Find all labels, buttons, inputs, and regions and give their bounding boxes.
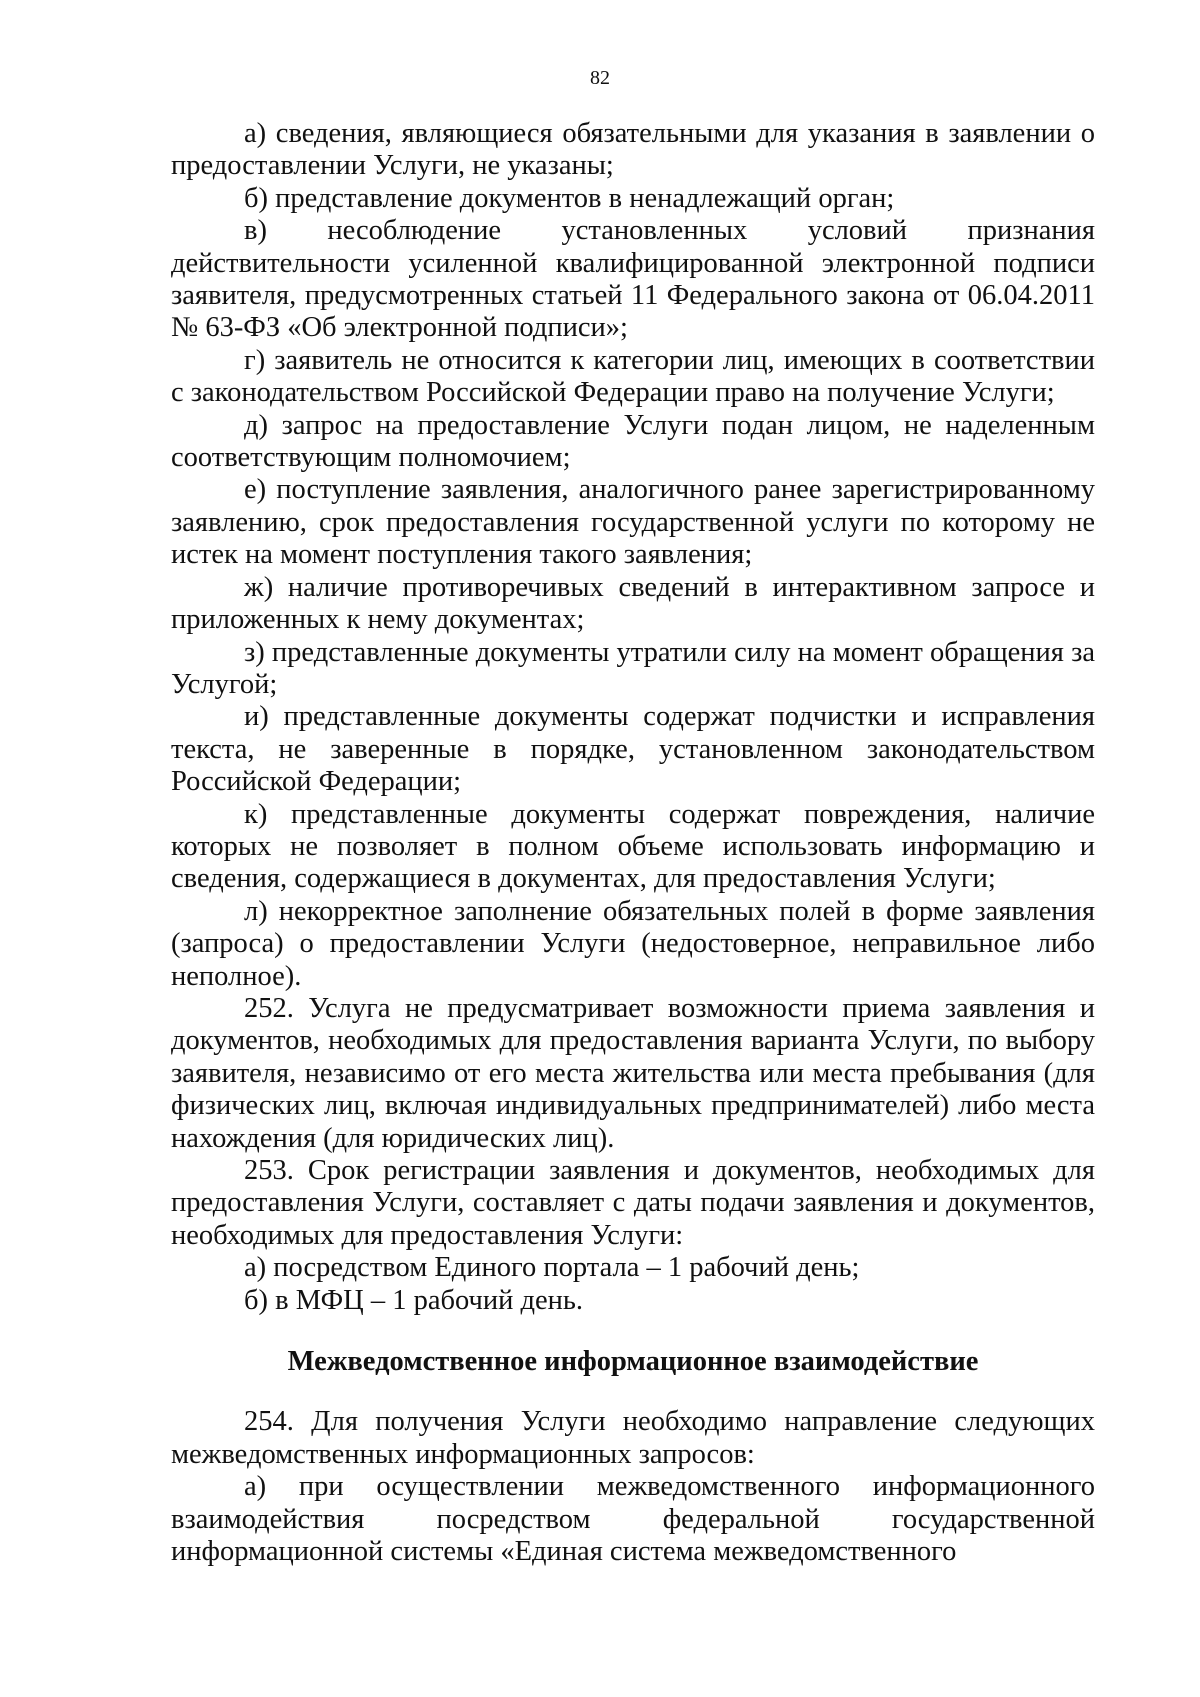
paragraph-d-no-authority: д) запрос на предоставление Услуги подан лицом, не наделенным соответствующим полномочием; [171, 409, 1095, 474]
paragraph-zh-contradictions: ж) наличие противоречивых сведений в интерактивном запросе и приложенных к нему документах; [171, 571, 1095, 636]
paragraph-g-applicant-category: г) заявитель не относится к категории лиц, имеющих в соответствии с законодательством Российской Федерации право на получение Услуги; [171, 344, 1095, 409]
paragraph-k-damage: к) представленные документы содержат повреждения, наличие которых не позволяет в полном объеме использовать информацию и сведения, содержащиеся в документах, для предоставления Услуги; [171, 798, 1095, 895]
paragraph-e-duplicate: е) поступление заявления, аналогичного ранее зарегистрированному заявлению, срок предоставления государственной услуги по которому не истек на момент поступления такого заявления; [171, 474, 1095, 571]
paragraph-254-a: а) при осуществлении межведомственного информационного взаимодействия посредством федеральной государственной информационной системы «Единая система межведомственного [171, 1471, 1095, 1568]
document-body [171, 118, 1095, 1568]
paragraph-253: 253. Срок регистрации заявления и документов, необходимых для предоставления Услуги, составляет с даты подачи заявления и документов, необходимых для предоставления Услуги: [171, 1155, 1095, 1251]
paragraph-i-corrections: и) представленные документы содержат подчистки и исправления текста, не заверенные в порядке, установленном законодательством Российской Федерации; [171, 701, 1095, 798]
paragraph-252: 252. Услуга не предусматривает возможности приема заявления и документов, необходимых для предоставления варианта Услуги, по выбору заявителя, независимо от его места жительства или места пребывания (для физических лиц, включая индивидуальных предпринимателей) либо места нахождения (для юридических лиц). [171, 992, 1095, 1154]
paragraph-v-signature: в) несоблюдение установленных условий признания действительности усиленной квалифицированной электронной подписи заявителя, предусмотренных статьей 11 Федерального закона от 06.04.2011 № 63-ФЗ «Об электронной подписи»; [171, 215, 1095, 344]
section-heading: Межведомственное информационное взаимодействие [287, 1346, 979, 1378]
paragraph-z-expired-docs: з) представленные документы утратили силу на момент обращения за Услугой; [171, 636, 1095, 700]
paragraph-l-incorrect-fields: л) некорректное заполнение обязательных полей в форме заявления (запроса) о предоставлении Услуги (недостоверное, неправильное либо неполное). [171, 895, 1095, 992]
paragraph-253-a-portal: а) посредством Единого портала – 1 рабочий день; [244, 1252, 860, 1284]
paragraph-b-wrong-authority: б) представление документов в ненадлежащий орган; [244, 182, 895, 214]
paragraph-254: 254. Для получения Услуги необходимо направление следующих межведомственных информационных запросов: [171, 1406, 1095, 1470]
paragraph-a-missing-info: а) сведения, являющиеся обязательными для указания в заявлении о предоставлении Услуги, не указаны; [171, 118, 1095, 182]
page-number: 82 [590, 67, 610, 89]
paragraph-253-b-mfc: б) в МФЦ – 1 рабочий день. [244, 1284, 584, 1316]
